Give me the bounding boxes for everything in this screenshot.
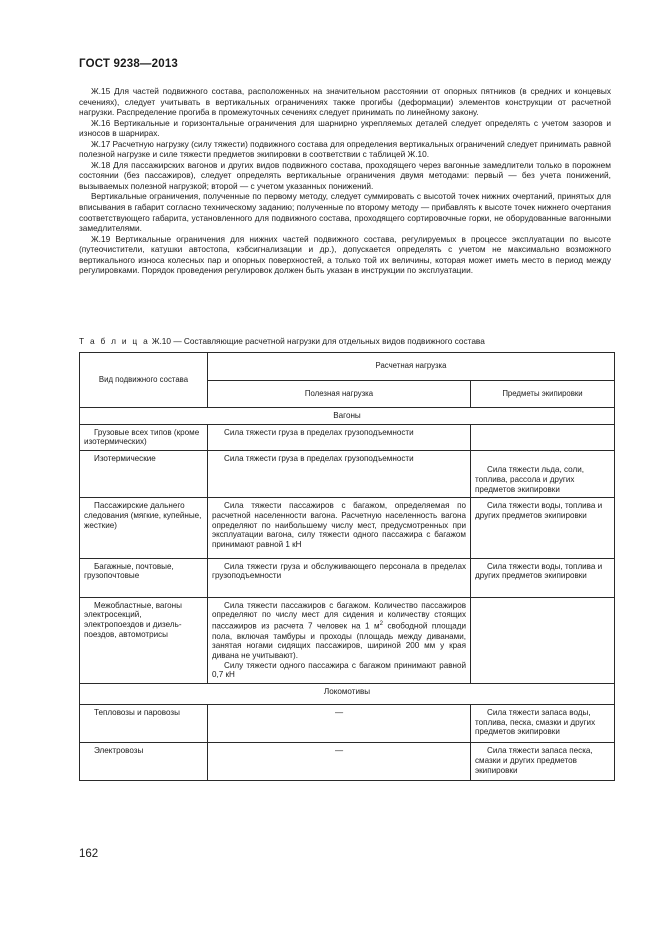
cell-useful xyxy=(208,597,471,683)
table-caption-text: Ж.10 — Составляющие расчетной нагрузки для отдельных видов подвижного состава xyxy=(149,336,485,346)
section-wagons: Вагоны xyxy=(80,408,615,425)
paragraph-zh15: Ж.15 Для частей подвижного состава, расположенных на значительном расстоянии от опорных пятников (в средних и концевых сечениях), следует учитывать в вертикальных ограничениях также прогибы (деформации) элементов конструкции от расчетной нагрузки. Распределение прогиба в промежуточных сечениях следует принимать по линейному закону. xyxy=(79,86,611,118)
paragraph-zh19: Ж.19 Вертикальные ограничения для нижних частей подвижного состава, регулируемых в процессе эксплуатации по высоте (путеочистители, катушки автостопа, кэбсигнализации и др.), допускается определять с учетом не максимально возможного вертикального износа колесных пар и опорных поверхностей, а только той их величины, которая может иметь место в период между регулировками. Порядок проведения регулировок должен быть указан в инструкции по эксплуатации. xyxy=(79,233,611,276)
cell-type: Багажные, почтовые, грузопочтовые xyxy=(80,558,208,597)
suburban-useful-sup: 2 xyxy=(379,621,383,628)
table-row xyxy=(80,451,615,498)
suburban-useful-part3: Силу тяжести одного пассажира с багажом принимают равной 0,7 кН xyxy=(212,660,466,680)
cell-useful: — xyxy=(208,743,471,781)
col-header-design-load: Расчетная нагрузка xyxy=(208,353,615,381)
table-row xyxy=(80,705,615,743)
cell-equipment: Сила тяжести льда, соли, топлива, рассола и других предметов экипировки xyxy=(471,451,615,498)
cell-type: Грузовые всех типов (кроме изотермических) xyxy=(80,424,208,450)
page-number: 162 xyxy=(79,848,99,860)
col-header-equipment: Предметы экипировки xyxy=(471,380,615,408)
col-header-useful-load: Полезная нагрузка xyxy=(208,380,471,408)
cell-equipment xyxy=(471,597,615,683)
table-caption xyxy=(79,336,619,347)
paragraph-zh17: Ж.17 Расчетную нагрузку (силу тяжести) подвижного состава для определения вертикальных ограничений следует принимать равной полезной нагрузке и силе тяжести предметов экипировки в соответствии с таблицей Ж.10. xyxy=(79,138,611,160)
paragraph-zh18-continued: Вертикальные ограничения, полученные по первому методу, следует суммировать с высотой точек нижних очертаний, принятых для вписывания в габарит согласно техническому заданию; полученные по второму методу — прибавлять к высоте точек нижнего очертания соответствующего габарита, установленного для подвижного состава, проходящего сортировочные горки, не оборудованные вагонными замедлителями. xyxy=(79,191,611,234)
section-row-wagons xyxy=(80,408,615,425)
suburban-useful-part1: Сила тяжести пассажиров с багажом. Количество пассажиров определяют по числу мест для сидения и количеству стоящих пассажиров из расчета 7 человек на 1 м xyxy=(212,600,466,631)
table-row xyxy=(80,498,615,559)
cell-equipment: Сила тяжести воды, топлива и других предметов экипировки xyxy=(471,558,615,597)
table-row xyxy=(80,597,615,683)
table-row xyxy=(80,424,615,450)
cell-useful: Сила тяжести груза в пределах грузоподъемности xyxy=(208,451,471,498)
load-components-table xyxy=(79,352,615,781)
cell-useful: — xyxy=(208,705,471,743)
table-row xyxy=(80,558,615,597)
cell-useful: Сила тяжести груза в пределах грузоподъемности xyxy=(208,424,471,450)
cell-type: Электровозы xyxy=(80,743,208,781)
suburban-useful-part2: свободной площади пола, включая тамбуры и проходы (площадь между диванами, занятая ногами сидящих пассажиров, шириной 200 мм у края дивана не учитывают). xyxy=(212,621,466,660)
cell-type: Пассажирские дальнего следования (мягкие, купейные, жесткие) xyxy=(80,498,208,559)
cell-useful: Сила тяжести груза и обслуживающего персонала в пределах грузоподъемности xyxy=(208,558,471,597)
cell-equipment xyxy=(471,424,615,450)
document-code: ГОСТ 9238—2013 xyxy=(79,58,179,70)
cell-type: Тепловозы и паровозы xyxy=(80,705,208,743)
cell-type: Изотермические xyxy=(80,451,208,498)
table-caption-label: Т а б л и ц а xyxy=(79,336,150,346)
paragraph-zh16: Ж.16 Вертикальные и горизонтальные ограничения для шарнирно укрепляемых деталей следует определять с учетом зазоров и износов в шарнирах. xyxy=(79,117,611,139)
table-header-row xyxy=(80,353,615,381)
cell-useful: Сила тяжести пассажиров с багажом, определяемая по расчетной населенности вагона. Расчетную населенность вагона определяют по наибольшему числу мест, предусмотренных при эксплуатации вагона, силу тяжести одного пассажира с багажом принимают равной 1 кН xyxy=(208,498,471,559)
paragraph-zh18: Ж.18 Для пассажирских вагонов и других видов подвижного состава, проходящего через вагонные замедлители только в порожнем состоянии (без пассажиров), следует определять вертикальные ограничения двумя методами: первый — без учета понижений, вызываемых полезной нагрузкой; второй — с учетом указанных понижений. xyxy=(79,159,611,191)
cell-equipment: Сила тяжести запаса воды, топлива, песка, смазки и других предметов экипировки xyxy=(471,705,615,743)
body-text xyxy=(79,86,611,276)
cell-type: Межобластные, вагоны электросекций, электропоездов и дизель-поездов, автомотрисы xyxy=(80,597,208,683)
section-locomotives: Локомотивы xyxy=(80,684,615,705)
cell-equipment: Сила тяжести запаса песка, смазки и других предметов экипировки xyxy=(471,743,615,781)
col-header-type: Вид подвижного состава xyxy=(80,353,208,408)
section-row-locomotives xyxy=(80,684,615,705)
table-row xyxy=(80,743,615,781)
cell-equipment: Сила тяжести воды, топлива и других предметов экипировки xyxy=(471,498,615,559)
